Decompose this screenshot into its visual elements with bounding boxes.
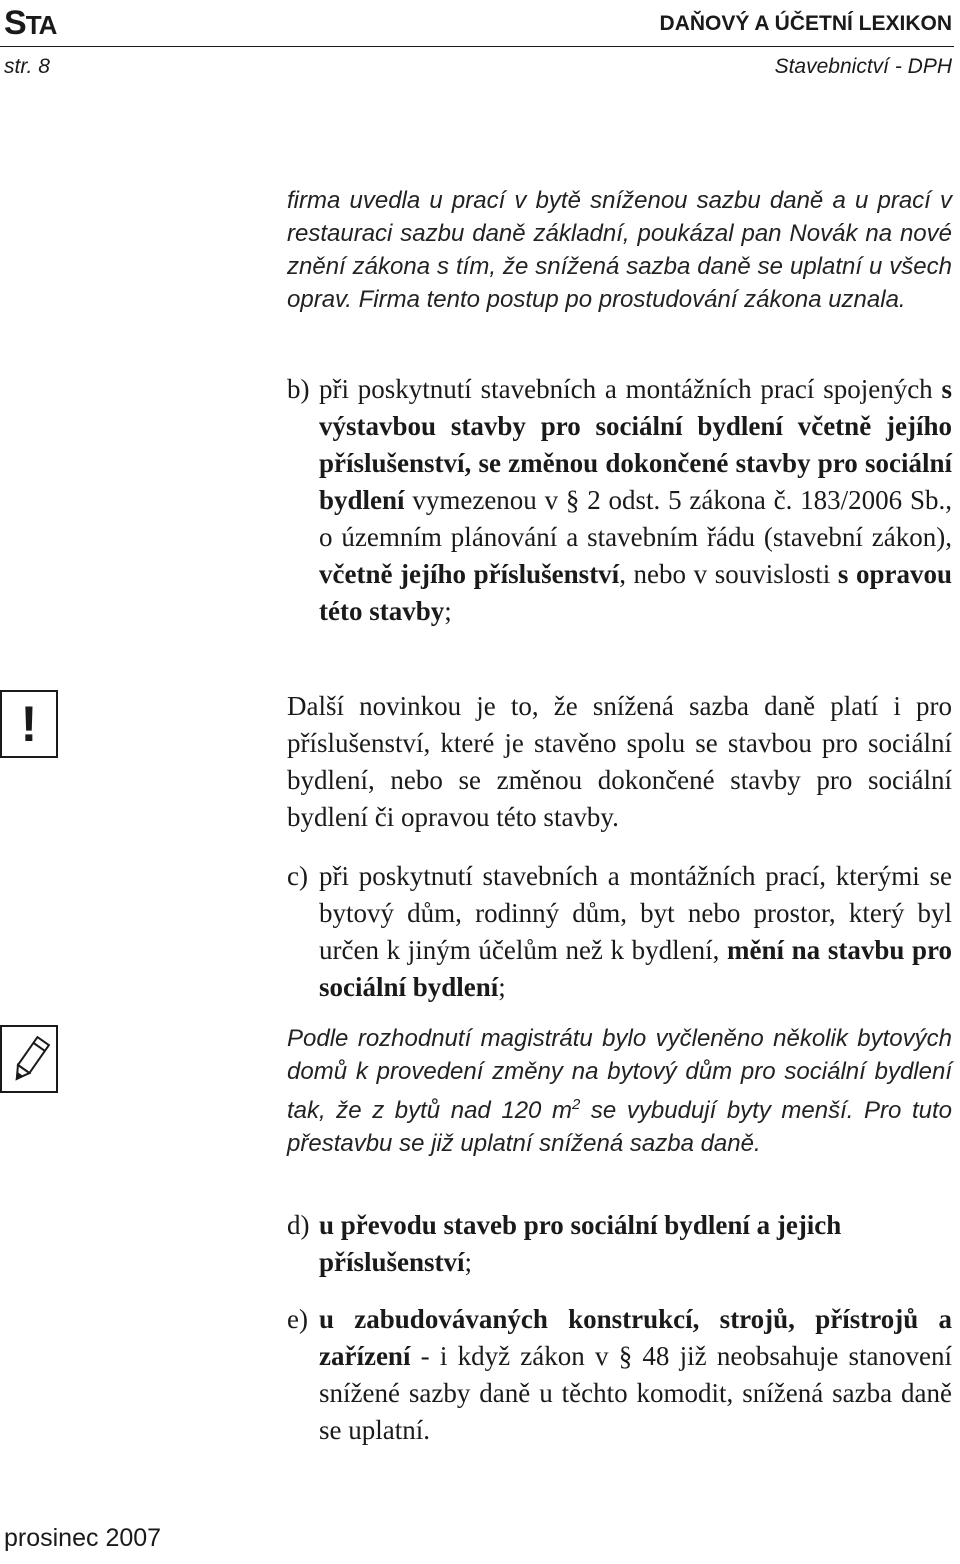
item-c <box>287 858 952 1006</box>
item-b-bold: s výstavbou stavby pro sociální bydlení včetně jejího příslušenství, se změnou dokončené stavby pro sociální bydlení <box>319 374 952 515</box>
item-b-part: vymezenou v § 2 odst. 5 zákona č. 183/2006 Sb. <box>404 485 946 515</box>
footer-date: prosinec 2007 <box>4 1524 162 1552</box>
example-icon-box <box>0 1025 58 1093</box>
note-text: Další novinkou je to, že snížená sazba daně platí i pro příslušenství, které je stavěno spolu se stavbou pro sociální bydlení, nebo se změnou dokončené stavby pro sociální bydlení či opravou této stavby. <box>287 691 952 832</box>
item-d <box>287 1207 952 1281</box>
item-c-label: c) <box>287 861 308 891</box>
item-d-text <box>319 1207 952 1281</box>
item-b-part: při poskytnutí stavebních a montážních prací spojených <box>319 374 942 404</box>
item-b-part: ; <box>444 596 452 626</box>
item-b-label: b) <box>287 374 310 404</box>
exclamation-icon: ! <box>20 696 38 752</box>
page-number: str. 8 <box>4 55 50 78</box>
header-logo <box>4 4 56 43</box>
section-title: Stavebnictví - DPH <box>774 55 952 78</box>
item-b <box>287 371 952 630</box>
header-rule <box>0 46 954 47</box>
logo-letters-ta: TA <box>25 10 57 40</box>
item-e-part: - i když zákon v § 48 již neobsahuje stanovení snížené sazby daně u těchto komodit, snížená sazba daně se uplatní. <box>319 1341 952 1445</box>
example-c <box>287 1022 952 1160</box>
item-d-part: ; <box>464 1247 473 1277</box>
item-b-text <box>319 371 952 630</box>
example-c-part: Podle rozhodnutí magistrátu bylo vyčleněno několik bytových domů k provedení změny na bytový dům pro sociální bydlení tak, že z bytů nad 120 m <box>287 1025 952 1124</box>
item-e-text <box>319 1301 952 1449</box>
item-d-label: d) <box>287 1210 310 1240</box>
example-c-part: se vybudují byty menší. Pro tuto přestavbu se již uplatní snížená sazba daně. <box>287 1097 952 1157</box>
item-c-part: ; <box>498 972 506 1002</box>
superscript: 2 <box>571 1096 581 1113</box>
item-c-bold: mění na stavbu pro sociální bydlení <box>319 935 952 1002</box>
header-title: DAŇOVÝ A ÚČETNÍ LEXIKON <box>659 12 952 35</box>
item-c-text <box>319 858 952 1006</box>
item-b-part: , o územním plánování a stavebním řádu (stavební zákon), <box>319 485 952 552</box>
item-e <box>287 1301 952 1449</box>
item-e-label: e) <box>287 1304 308 1334</box>
intro-example: firma uvedla u prací v bytě sníženou sazbu daně a u prací v restauraci sazbu daně základní, poukázal pan Novák na nové znění zákona s tím, že snížená sazba daně se uplatní u všech oprav. Firma tento postup po prostudování zákona uznala. <box>287 187 952 313</box>
item-b-bold: včetně jejího příslušenství <box>319 559 620 589</box>
note-icon-box <box>0 690 58 758</box>
item-b-part: , nebo v souvislosti <box>619 559 838 589</box>
item-b-bold: s opravou této stavby <box>319 559 953 626</box>
logo-letter-s: S <box>4 4 26 42</box>
item-e-bold: u zabudovávaných konstrukcí, strojů, přístrojů a zařízení <box>319 1304 952 1371</box>
item-c-part: při poskytnutí stavebních a montážních prací, kterými se bytový dům, rodinný dům, byt nebo prostor, který byl určen k jiným účelům než k bydlení, <box>319 861 952 965</box>
item-d-bold: u převodu staveb pro sociální bydlení a jejich příslušenství <box>319 1210 842 1277</box>
pencil-icon <box>6 1035 54 1085</box>
